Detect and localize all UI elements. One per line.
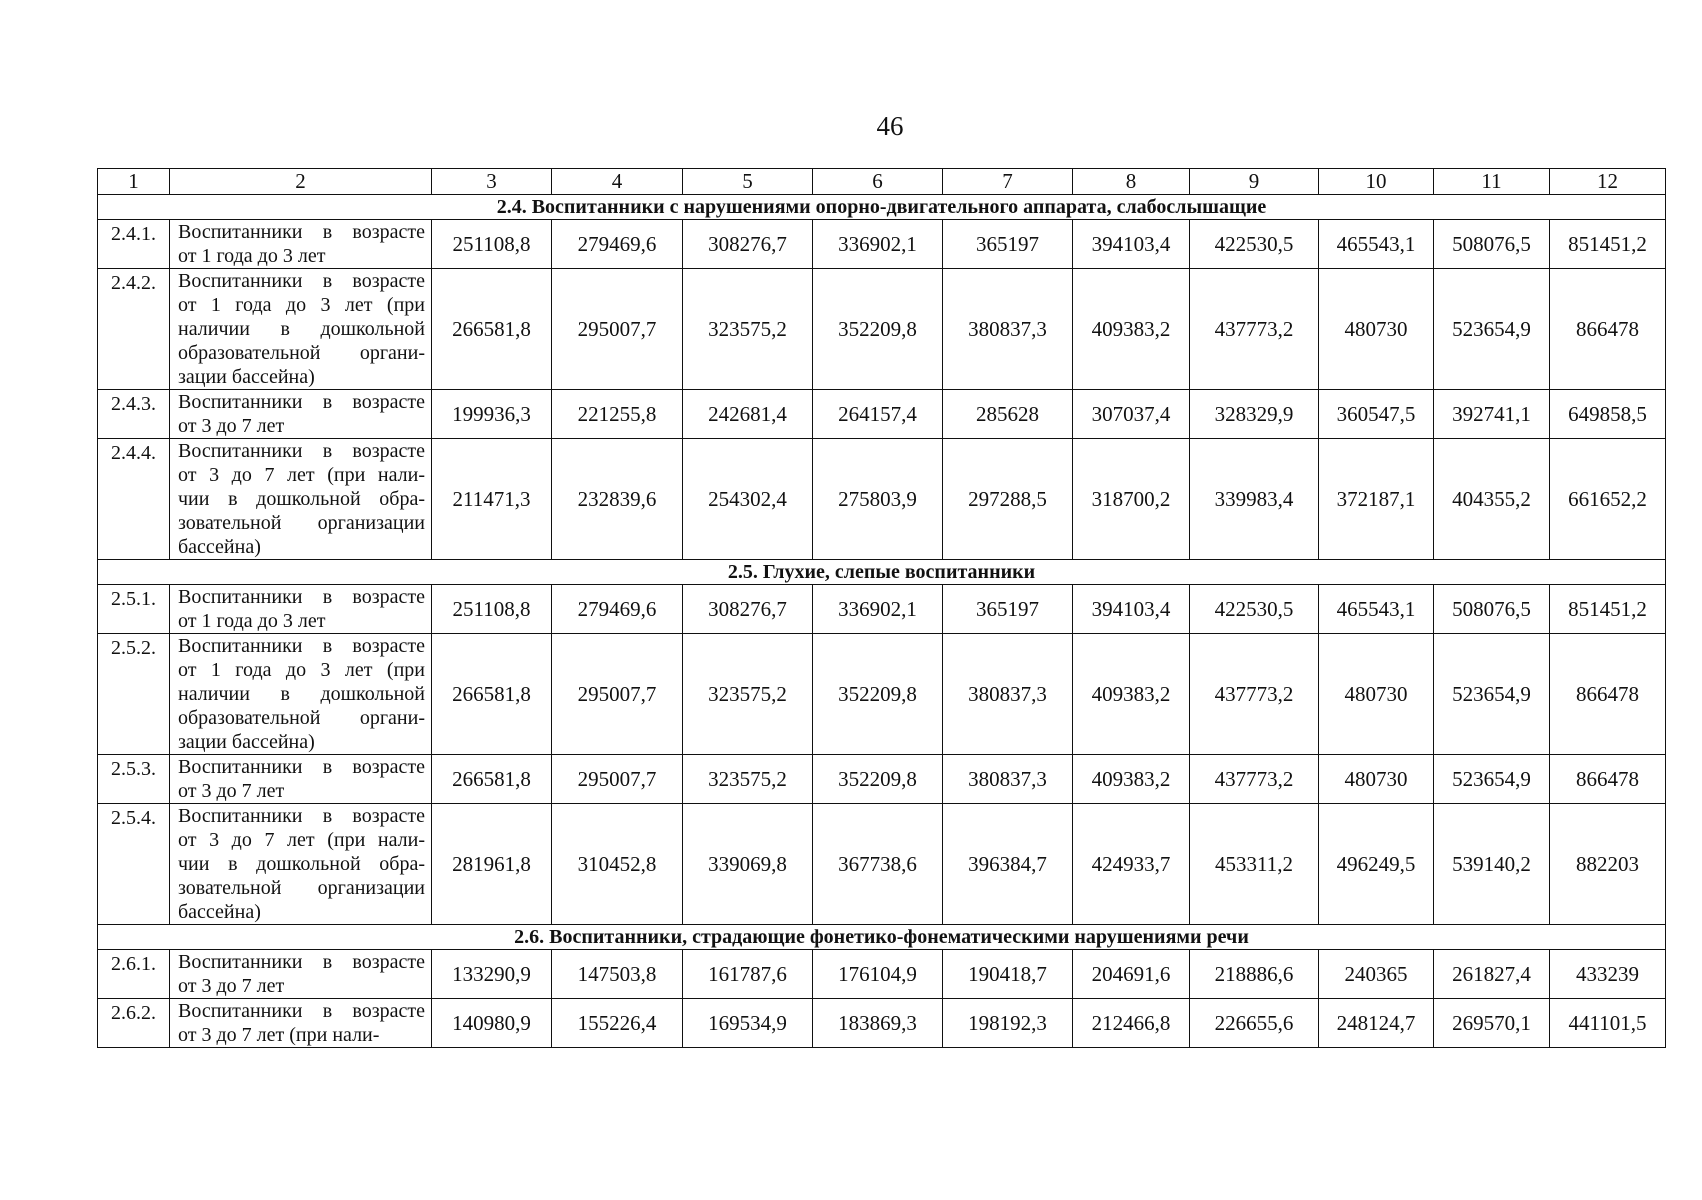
row-description	[170, 269, 432, 390]
value-cell-col-8: 409383,2	[1073, 634, 1190, 755]
value-cell-col-8: 212466,8	[1073, 999, 1190, 1048]
description-line: Воспитанники в возрасте	[178, 951, 425, 973]
row-description	[170, 950, 432, 999]
value-cell-col-7: 190418,7	[943, 950, 1073, 999]
value-cell-col-5: 323575,2	[683, 634, 813, 755]
value-cell-col-11: 269570,1	[1434, 999, 1550, 1048]
value-cell-col-8: 394103,4	[1073, 220, 1190, 269]
column-header-9: 9	[1190, 169, 1319, 195]
table-body	[98, 169, 1666, 1048]
value-cell-col-8: 307037,4	[1073, 390, 1190, 439]
value-cell-col-4: 232839,6	[552, 439, 683, 560]
value-cell-col-7: 365197	[943, 220, 1073, 269]
value-cell-col-3: 133290,9	[432, 950, 552, 999]
description-line: зации бассейна)	[178, 731, 315, 753]
value-cell-col-8: 409383,2	[1073, 269, 1190, 390]
value-cell-col-5: 254302,4	[683, 439, 813, 560]
value-cell-col-6: 336902,1	[813, 220, 943, 269]
value-cell-col-10: 480730	[1319, 634, 1434, 755]
value-cell-col-7: 297288,5	[943, 439, 1073, 560]
description-line: Воспитанники в возрасте	[178, 270, 425, 292]
description-line: зации бассейна)	[178, 366, 315, 388]
row-number: 2.6.1.	[98, 950, 170, 999]
value-cell-col-7: 380837,3	[943, 634, 1073, 755]
row-number: 2.4.2.	[98, 269, 170, 390]
value-cell-col-5: 308276,7	[683, 220, 813, 269]
tariff-table	[97, 168, 1666, 1048]
value-cell-col-11: 539140,2	[1434, 804, 1550, 925]
value-cell-col-3: 266581,8	[432, 755, 552, 804]
section-header-row	[98, 195, 1666, 220]
column-header-7: 7	[943, 169, 1073, 195]
value-cell-col-4: 295007,7	[552, 269, 683, 390]
row-description	[170, 220, 432, 269]
value-cell-col-4: 295007,7	[552, 634, 683, 755]
value-cell-col-3: 211471,3	[432, 439, 552, 560]
value-cell-col-3: 140980,9	[432, 999, 552, 1048]
value-cell-col-12: 661652,2	[1550, 439, 1666, 560]
value-cell-col-6: 367738,6	[813, 804, 943, 925]
table-row	[98, 390, 1666, 439]
value-cell-col-10: 496249,5	[1319, 804, 1434, 925]
description-line: от 3 до 7 лет (при нали-	[178, 829, 425, 851]
table-row	[98, 439, 1666, 560]
description-line: от 1 года до 3 лет (при	[178, 659, 425, 681]
description-line: Воспитанники в возрасте	[178, 391, 425, 413]
value-cell-col-3: 266581,8	[432, 269, 552, 390]
description-line: Воспитанники в возрасте	[178, 221, 425, 243]
row-description	[170, 999, 432, 1048]
value-cell-col-8: 204691,6	[1073, 950, 1190, 999]
value-cell-col-4: 147503,8	[552, 950, 683, 999]
value-cell-col-11: 392741,1	[1434, 390, 1550, 439]
value-cell-col-9: 422530,5	[1190, 585, 1319, 634]
value-cell-col-3: 199936,3	[432, 390, 552, 439]
description-line: Воспитанники в возрасте	[178, 1000, 425, 1022]
value-cell-col-5: 308276,7	[683, 585, 813, 634]
column-header-1: 1	[98, 169, 170, 195]
value-cell-col-7: 285628	[943, 390, 1073, 439]
value-cell-col-6: 176104,9	[813, 950, 943, 999]
value-cell-col-9: 422530,5	[1190, 220, 1319, 269]
table-row	[98, 220, 1666, 269]
value-cell-col-10: 360547,5	[1319, 390, 1434, 439]
description-line: от 3 до 7 лет (при нали-	[178, 464, 425, 486]
column-header-11: 11	[1434, 169, 1550, 195]
description-line: Воспитанники в возрасте	[178, 440, 425, 462]
value-cell-col-10: 465543,1	[1319, 220, 1434, 269]
row-description	[170, 439, 432, 560]
value-cell-col-10: 480730	[1319, 755, 1434, 804]
description-line: чии в дошкольной обра-	[178, 853, 425, 875]
column-header-3: 3	[432, 169, 552, 195]
value-cell-col-9: 226655,6	[1190, 999, 1319, 1048]
description-line: наличии в дошкольной	[178, 683, 425, 705]
row-number: 2.4.4.	[98, 439, 170, 560]
value-cell-col-6: 275803,9	[813, 439, 943, 560]
value-cell-col-11: 523654,9	[1434, 634, 1550, 755]
value-cell-col-12: 866478	[1550, 755, 1666, 804]
row-number: 2.5.3.	[98, 755, 170, 804]
value-cell-col-5: 169534,9	[683, 999, 813, 1048]
value-cell-col-12: 851451,2	[1550, 220, 1666, 269]
value-cell-col-9: 453311,2	[1190, 804, 1319, 925]
value-cell-col-12: 851451,2	[1550, 585, 1666, 634]
column-header-6: 6	[813, 169, 943, 195]
value-cell-col-12: 866478	[1550, 269, 1666, 390]
table-row	[98, 585, 1666, 634]
row-number: 2.5.2.	[98, 634, 170, 755]
description-line: от 1 года до 3 лет	[178, 610, 326, 632]
row-number: 2.5.4.	[98, 804, 170, 925]
row-number: 2.4.1.	[98, 220, 170, 269]
row-number: 2.4.3.	[98, 390, 170, 439]
value-cell-col-12: 649858,5	[1550, 390, 1666, 439]
section-header-row	[98, 560, 1666, 585]
value-cell-col-12: 433239	[1550, 950, 1666, 999]
page-number: 46	[876, 111, 904, 141]
value-cell-col-9: 218886,6	[1190, 950, 1319, 999]
value-cell-col-11: 508076,5	[1434, 585, 1550, 634]
value-cell-col-8: 394103,4	[1073, 585, 1190, 634]
description-line: наличии в дошкольной	[178, 318, 425, 340]
value-cell-col-4: 155226,4	[552, 999, 683, 1048]
column-header-2: 2	[170, 169, 432, 195]
value-cell-col-11: 261827,4	[1434, 950, 1550, 999]
table-row	[98, 634, 1666, 755]
value-cell-col-8: 409383,2	[1073, 755, 1190, 804]
value-cell-col-9: 437773,2	[1190, 634, 1319, 755]
value-cell-col-6: 336902,1	[813, 585, 943, 634]
section-header-row	[98, 925, 1666, 950]
value-cell-col-4: 221255,8	[552, 390, 683, 439]
description-line: Воспитанники в возрасте	[178, 756, 425, 778]
value-cell-col-10: 465543,1	[1319, 585, 1434, 634]
description-line: от 3 до 7 лет	[178, 415, 285, 437]
table-row	[98, 755, 1666, 804]
value-cell-col-4: 279469,6	[552, 220, 683, 269]
value-cell-col-7: 396384,7	[943, 804, 1073, 925]
value-cell-col-6: 352209,8	[813, 634, 943, 755]
column-header-12: 12	[1550, 169, 1666, 195]
value-cell-col-9: 437773,2	[1190, 269, 1319, 390]
description-line: образовательной органи-	[178, 707, 425, 729]
value-cell-col-5: 323575,2	[683, 755, 813, 804]
description-line: Воспитанники в возрасте	[178, 586, 425, 608]
row-description	[170, 755, 432, 804]
value-cell-col-9: 437773,2	[1190, 755, 1319, 804]
value-cell-col-6: 352209,8	[813, 755, 943, 804]
row-description	[170, 634, 432, 755]
value-cell-col-11: 404355,2	[1434, 439, 1550, 560]
value-cell-col-3: 266581,8	[432, 634, 552, 755]
value-cell-col-6: 352209,8	[813, 269, 943, 390]
description-line: бассейна)	[178, 901, 261, 923]
value-cell-col-4: 310452,8	[552, 804, 683, 925]
value-cell-col-10: 248124,7	[1319, 999, 1434, 1048]
description-line: Воспитанники в возрасте	[178, 635, 425, 657]
section-title: 2.4. Воспитанники с нарушениями опорно-двигательного аппарата, слабослышащие	[98, 195, 1666, 220]
value-cell-col-4: 295007,7	[552, 755, 683, 804]
description-line: от 1 года до 3 лет	[178, 245, 326, 267]
value-cell-col-5: 242681,4	[683, 390, 813, 439]
value-cell-col-3: 251108,8	[432, 220, 552, 269]
column-header-10: 10	[1319, 169, 1434, 195]
column-header-4: 4	[552, 169, 683, 195]
table-row	[98, 269, 1666, 390]
description-line: от 3 до 7 лет	[178, 975, 285, 997]
value-cell-col-5: 339069,8	[683, 804, 813, 925]
column-header-5: 5	[683, 169, 813, 195]
description-line: от 1 года до 3 лет (при	[178, 294, 425, 316]
description-line: зовательной организации	[178, 877, 425, 899]
value-cell-col-7: 198192,3	[943, 999, 1073, 1048]
value-cell-col-12: 441101,5	[1550, 999, 1666, 1048]
row-number: 2.5.1.	[98, 585, 170, 634]
value-cell-col-11: 523654,9	[1434, 269, 1550, 390]
description-line: бассейна)	[178, 536, 261, 558]
table-row	[98, 804, 1666, 925]
row-description	[170, 585, 432, 634]
value-cell-col-3: 281961,8	[432, 804, 552, 925]
value-cell-col-7: 365197	[943, 585, 1073, 634]
value-cell-col-8: 424933,7	[1073, 804, 1190, 925]
value-cell-col-12: 882203	[1550, 804, 1666, 925]
description-line: Воспитанники в возрасте	[178, 805, 425, 827]
value-cell-col-10: 240365	[1319, 950, 1434, 999]
value-cell-col-6: 183869,3	[813, 999, 943, 1048]
table-row	[98, 950, 1666, 999]
value-cell-col-6: 264157,4	[813, 390, 943, 439]
value-cell-col-4: 279469,6	[552, 585, 683, 634]
value-cell-col-9: 328329,9	[1190, 390, 1319, 439]
value-cell-col-10: 372187,1	[1319, 439, 1434, 560]
row-number: 2.6.2.	[98, 999, 170, 1048]
value-cell-col-8: 318700,2	[1073, 439, 1190, 560]
value-cell-col-3: 251108,8	[432, 585, 552, 634]
value-cell-col-12: 866478	[1550, 634, 1666, 755]
value-cell-col-11: 508076,5	[1434, 220, 1550, 269]
description-line: чии в дошкольной обра-	[178, 488, 425, 510]
row-description	[170, 390, 432, 439]
column-header-8: 8	[1073, 169, 1190, 195]
row-description	[170, 804, 432, 925]
section-title: 2.6. Воспитанники, страдающие фонетико-фонематическими нарушениями речи	[98, 925, 1666, 950]
value-cell-col-5: 323575,2	[683, 269, 813, 390]
description-line: от 3 до 7 лет	[178, 780, 285, 802]
section-title: 2.5. Глухие, слепые воспитанники	[98, 560, 1666, 585]
table-row	[98, 999, 1666, 1048]
column-header-row	[98, 169, 1666, 195]
value-cell-col-5: 161787,6	[683, 950, 813, 999]
description-line: зовательной организации	[178, 512, 425, 534]
value-cell-col-9: 339983,4	[1190, 439, 1319, 560]
description-line: от 3 до 7 лет (при нали-	[178, 1024, 380, 1046]
value-cell-col-7: 380837,3	[943, 269, 1073, 390]
description-line: образовательной органи-	[178, 342, 425, 364]
value-cell-col-10: 480730	[1319, 269, 1434, 390]
value-cell-col-11: 523654,9	[1434, 755, 1550, 804]
value-cell-col-7: 380837,3	[943, 755, 1073, 804]
